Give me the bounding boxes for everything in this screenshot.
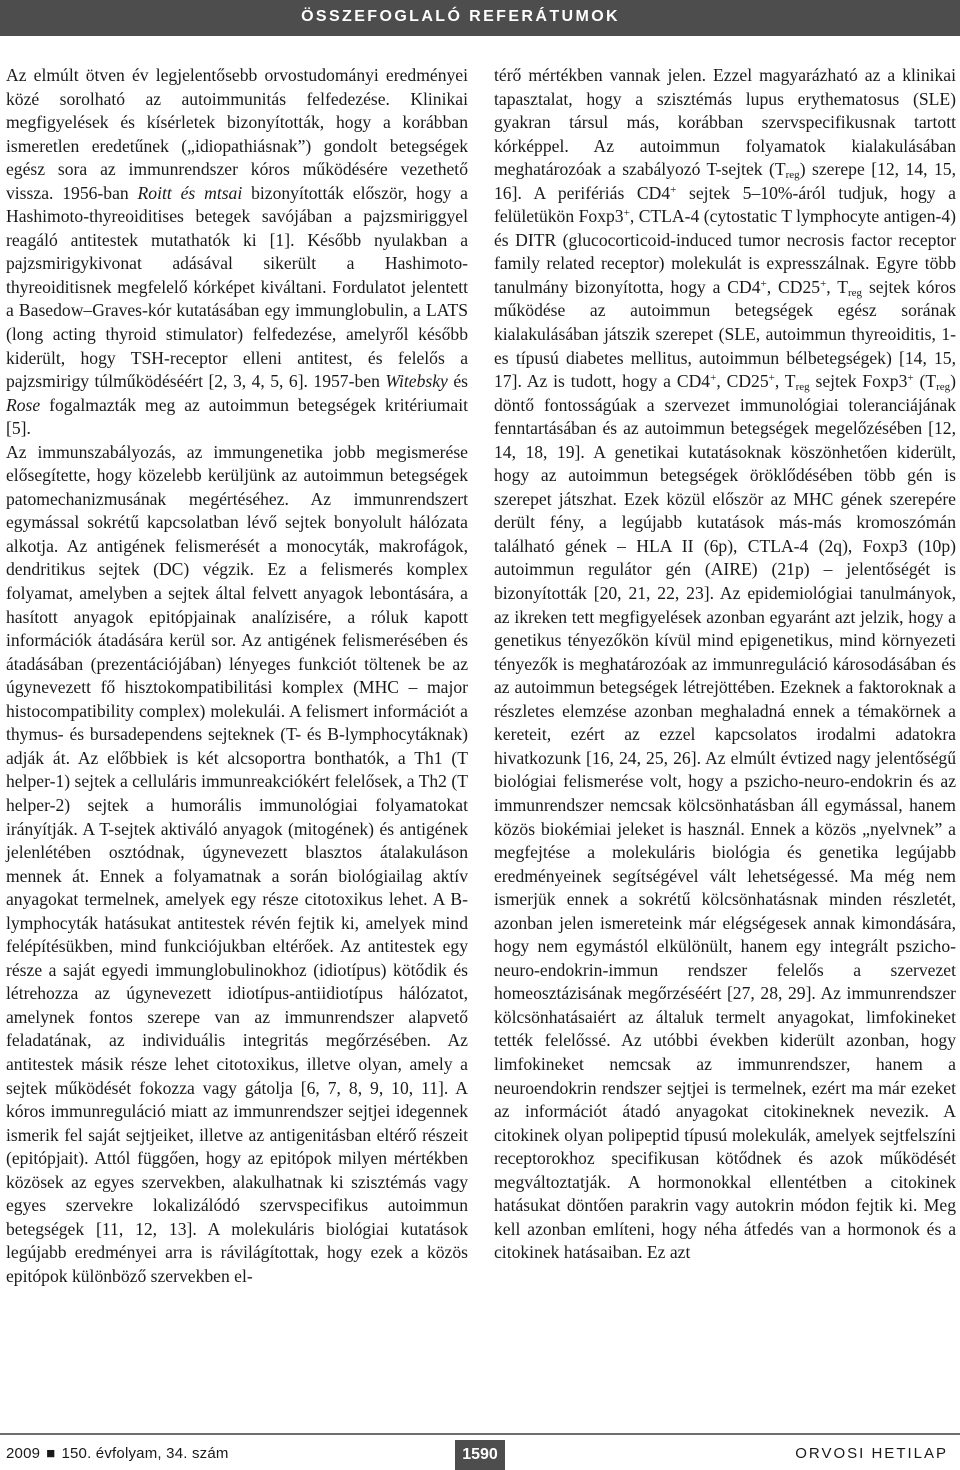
text-run: és [447, 371, 468, 392]
right-column [494, 64, 956, 1265]
subscript-reg: reg [795, 381, 810, 394]
paragraph-intro [6, 64, 468, 441]
text-run: sejtek kóros működése az autoimmun betegségek egész sorának kialakulásában játszik szerepet (SLE, autoimmun thyreoiditis, 1-es típusú diabetes mellitus, autoimmun bélbetegségek) [14, 15, 17]. Az is tudott, hogy a CD4 [494, 276, 956, 392]
text-run: , CD25 [716, 371, 769, 392]
subscript-reg: reg [785, 169, 800, 182]
superscript-plus: + [768, 372, 775, 385]
text-run: térő mértékben vannak jelen. Ezzel magyarázható az a klinikai tapasztalat, hogy a szisztémás lupus erythematosus (SLE) gyakran társul más, korábban szervspecifikusnak tartott kórképpel. Az autoimmun folyamatok kialakulásában meghatározóak a szabályozó T-sejtek (T [494, 65, 956, 180]
text-run: (T [913, 371, 937, 392]
footer-rule [0, 1433, 960, 1435]
text-run: sejtek Foxp3 [809, 371, 908, 392]
text-run: , CTLA-4 (cytostatic T lymphocyte antigen-4) és DITR (glucocorticoid-induced tumor necrosis factor receptor family related receptor) molekulát is expresszálnak. Egyre több tanulmány bizonyította, hogy a CD4 [494, 206, 957, 297]
author-name: Rose [6, 394, 41, 415]
left-column [6, 64, 468, 1288]
volume-issue: 150. évfolyam, 34. szám [61, 1445, 229, 1462]
author-name: Witebsky [385, 371, 448, 392]
section-header-band [0, 0, 960, 36]
superscript-plus: + [710, 372, 717, 385]
text-run: ) döntő fontosságúak a szervezet immunológiai toleranciájának fenntartásában és az autoimmun betegségek megelőzésében [12, 14, 18, 19]. A genetikai kutatásoknak köszönhetően kiderült, hogy az autoimmun betegségek öröklődésében több gén is szerepet játszhat. Ezek közül először az MHC gének szerepére derült fény, a legújabb kutatások más-más kromoszómán található gének – HLA II (6p), CTLA-4 (2q), Foxp3 (10p) autoimmun regulátor gén (AIRE) (21p) – jelentőségét is bizonyították [20, 21, 22, 23]. Az epidemiológiai tanulmányok, az ikreken tett megfigyelések azonban egyaránt azt jelzik, hogy a genetikus tényezőkön kívül mind epigenetikus, mind környezeti tényezők is meghatározóak az immunreguláció károsodásában és az autoimmun betegségek létrejöttében. Ezeknek a faktoroknak a részletes elemzése azonban meghaladná ennek a témakörnek a kereteit, ezért az ezzel kapcsolatos irodalmi adatokra hivatkozunk [16, 24, 25, 26]. Az elmúlt évtized nagy jelentőségű biológiai felismerése volt, hogy a pszicho-neuro-endokrin és az immunrendszer nemcsak kölcsönhatásban áll egymással, hanem közös biokémiai jeleket is használ. Ennek a közös „nyelvnek” a megfejtése a molekuláris biológia és genetika legújabb eredményeinek segítségével vált lehetségessé. Ma még nem ismerjük ennek a sokrétű kölcsönhatásnak minden részletét, azonban jelen ismereteink már elégségesek annak kimondására, hogy nem egymástól elkülönült, hanem egy integrált pszicho-neuro-endokrin-immun rendszer felelős a szervezet homeosztázisának megőrzéséért [27, 28, 29]. Az immunrendszer kölcsönhatásaiért az általuk termelt anyagokat, limfokineket tették felelőssé. Az utóbbi években kiderült azonban, hogy limfokineket nemcsak az immunrendszer, hanem a neuroendokrin rendszer sejtjei is termelnek, ezért ma már ezeket az információt átadó anyagokat citokineknek nevezik. A citokinek olyan polipeptid típusú molekulák, amelyek sejtfelszíni receptorokhoz specifikusan kötődnek és azok működését megváltoztatják. A hormonokkal ellentétben a citokinek hatásukat döntően parakrin vagy autokrin módon fejtik ki. Meg kell azonban említeni, hogy néha átfedés van a hormonok és a citokinek hatásaiban. Ez azt [494, 371, 956, 1263]
section-title: ÖSSZEFOGLALÓ REFERÁTUMOK [301, 8, 620, 25]
paragraph-continued [494, 64, 956, 1265]
superscript-plus: + [760, 277, 767, 290]
text-run: sejtek 5–10%-áról tudjuk, hogy a felületükön Foxp3 [494, 182, 956, 227]
superscript-plus: + [670, 183, 677, 196]
year: 2009 [6, 1445, 41, 1462]
journal-name: ORVOSI HETILAP [795, 1445, 948, 1462]
separator-icon: ■ [46, 1445, 56, 1462]
author-name: Roitt és mtsai [137, 182, 243, 203]
page-number: 1590 [455, 1440, 505, 1470]
text-run: , T [826, 276, 849, 297]
superscript-plus: + [907, 372, 914, 385]
text-run: , T [774, 371, 796, 392]
text-run: ) szerepe [12, 14, 15, 16]. A perifériás CD4 [494, 159, 957, 203]
text-run: Az elmúlt ötven év legjelentősebb orvostudományi eredményei közé sorolható az autoimmunitás felfedezése. Klinikai megfigyelések és kísérletek bizonyították, hogy a korábban ismeretlen eredetűnek („idiopathiásnak”) gondolt betegségek egész sora az immunrendszer kóros működésére vezethető vissza. 1956-ban [6, 65, 468, 203]
text-run: , CD25 [766, 276, 821, 297]
paragraph-immunregulation: Az immunszabályozás, az immungenetika jobb megismerése elősegítette, hogy közelebb kerüljünk az autoimmun betegségek patomechanizmusának megértéséhez. Az immunrendszert egymással sokrétű kapcsolatban lévő sejtek bonyolult hálózata alkotja. Az antigének felismerését a monocyták, makrofágok, dendritikus sejtek (DC) végzik. Ez a felismerés komplex folyamat, amelyben a sejtek által felvett anyagok lebontására, a hasított anyagok epitópjainak analízisére, a róluk kapott információk átadására kerül sor. Az antigének felismerésében és átadásában (prezentációjában) lényeges funkciót töltenek be az úgynevezett fő hisztokompatibilitási komplex (MHC – major histocompatibility complex) molekulái. A felismert információt a thymus- és bursadependens sejteknek (T- és B-lymphocytáknak) adják át. Az előbbiek is két alcsoportra bonthatók, a Th1 (T helper-1) sejtek a celluláris immunreakciókért felelősek, a Th2 (T helper-2) sejtek a humorális immunológiai folyamatokat irányítják. A T-sejtek aktiváló anyagok (mitogének) és antigének jelenlétében osztódnak, úgynevezett blasztos átalakuláson mennek át. Ennek a folyamatnak a során biológiailag aktív anyagokat termelnek, amelyek egy része citotoxikus lehet. A B-lymphocyták hatásukat antitestek révén fejtik ki, amelyek mind felépítésükben, mind funkciójukban eltérőek. Az antitestek egy része a saját egyedi immunglobulinokhoz (idiotípus) kötődik és létrehozza az úgynevezett idiotípus-antiidiotípus hálózatot, amelynek fontos szerepe van az immunrendszer alapvető feladatának, az individuális integritás megőrzésében. Az antitestek másik része lehet citotoxikus, illetve olyan, amely a sejtek működését fokozza vagy gátolja [6, 7, 8, 9, 10, 11]. A kóros immunreguláció miatt az immunrendszer sejtjei idegennek ismerik fel saját sejtjeiket, illetve az antigenitásban eltérő részeit (epitópjait). Attól függően, hogy az epitópok milyen mértékben közösek az egyes szervekben, alakulhatnak ki szisztémás vagy egyes szervekre lokalizálódó szervspecifikus autoimmun betegségek [11, 12, 13]. A molekuláris biológiai kutatások legújabb eredményei arra is rávilágítottak, hogy ezek a közös epitópok különböző szervekben el- [6, 441, 468, 1286]
issue-info [6, 1445, 229, 1462]
text-run: fogalmazták meg az autoimmun betegségek kritériumait [5]. [6, 394, 468, 439]
page-footer [0, 1440, 960, 1470]
text-run: bizonyították először, hogy a Hashimoto-thyreoiditises betegek savójában a pajzsmiriggyel reagáló antitestek mutathatók ki [1]. Később nyulakban a pajzsmirigykivonat adásával sikerült a Hashimoto-thyreoiditisnek megfelelő kórképet kiváltani. Fordulatot jelentett a Basedow–Graves-kór kutatásában egy immunglobulin, a LATS (long acting thyroid stimulator) felfedezése, amelyről később kiderült, hogy TSH-receptor elleni antitest, és felelős a pajzsmirigy túlműködéséért [2, 3, 4, 5, 6]. 1957-ben [6, 182, 468, 392]
subscript-reg: reg [848, 286, 863, 299]
subscript-reg: reg [936, 381, 951, 394]
superscript-plus: + [820, 277, 827, 290]
superscript-plus: + [623, 207, 630, 220]
